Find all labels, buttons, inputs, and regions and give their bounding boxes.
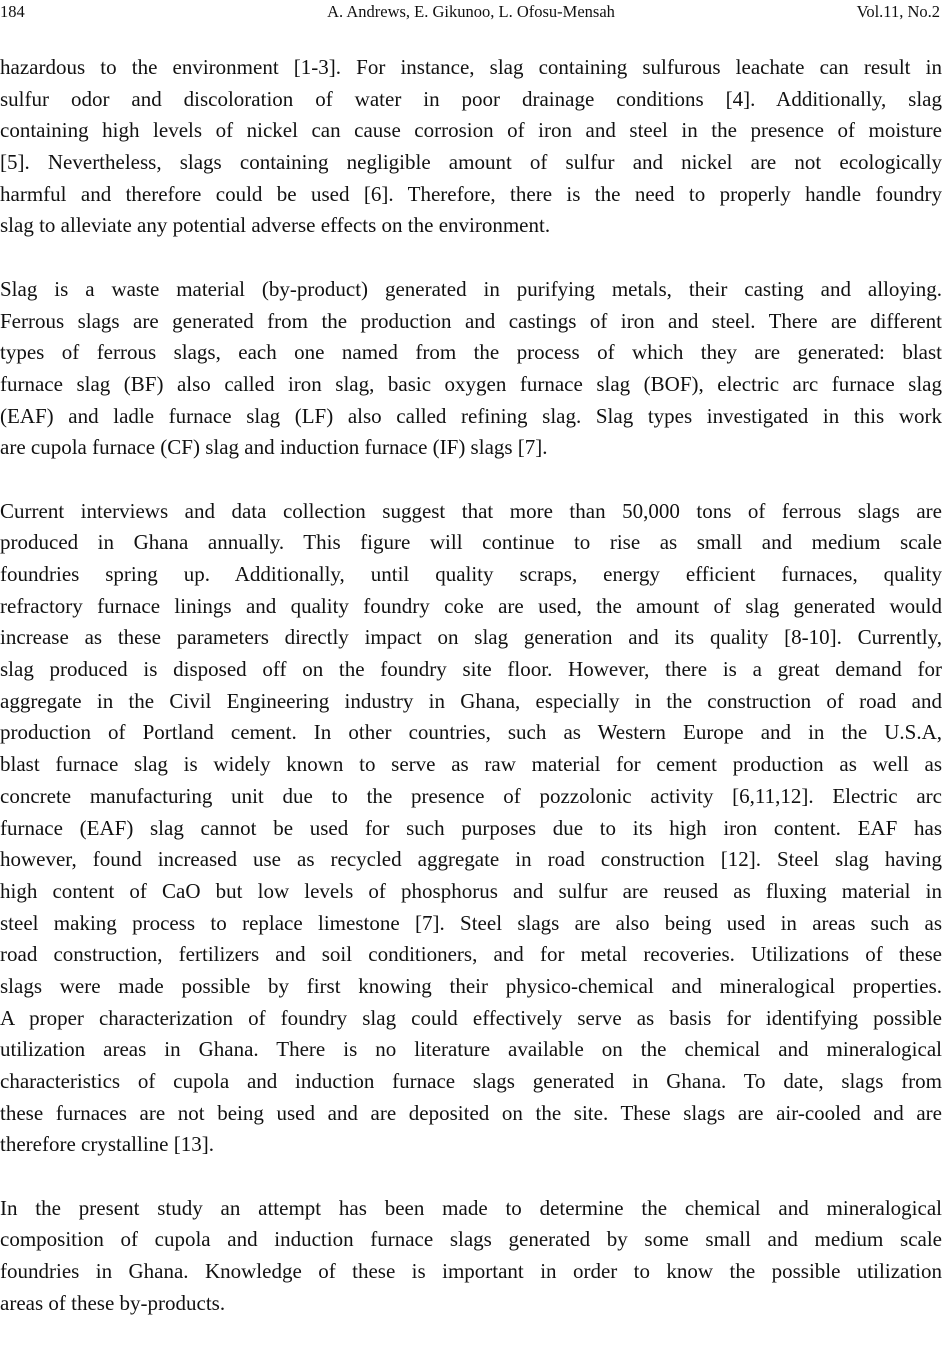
text-line: Current interviews and data collection suggest that more than 50,000 tons of ferrous slags are: [0, 498, 942, 523]
text-line: hazardous to the environment [1-3]. For instance, slag containing sulfurous leachate can result in: [0, 55, 942, 79]
body-text: [0, 52, 942, 1351]
text-line: slag produced is disposed off on the foundry site floor. However, there is a great demand for: [0, 657, 942, 682]
text-line: utilization areas in Ghana. There is no literature available on the chemical and mineralogical: [0, 1037, 942, 1062]
page-number: 184: [0, 2, 25, 21]
header-authors: A. Andrews, E. Gikunoo, L. Ofosu-Mensah: [327, 2, 615, 21]
text-line: steel making process to replace limestone [7]. Steel slags are also being used in areas such as: [0, 910, 942, 935]
running-header: [0, 0, 942, 24]
text-line: blast furnace slag is widely known to serve as raw material for cement production as well as: [0, 752, 942, 777]
text-line: slags were made possible by first knowing their physico-chemical and mineralogical properties.: [0, 973, 942, 998]
text-line: foundries spring up. Additionally, until quality scraps, energy efficient furnaces, quality: [0, 562, 942, 586]
paragraph: [0, 274, 942, 464]
text-line: concrete manufacturing unit due to the presence of pozzolonic activity [6,11,12]. Electric arc: [0, 783, 942, 808]
text-line: composition of cupola and induction furnace slags generated by some small and medium scale: [0, 1227, 942, 1252]
paragraph: [0, 52, 942, 242]
text-line: slag to alleviate any potential adverse effects on the environment.: [0, 213, 551, 238]
text-line: therefore crystalline [13].: [0, 1132, 214, 1157]
text-line: types of ferrous slags, each one named from the process of which they are generated: blast: [0, 340, 942, 365]
paragraph: [0, 496, 942, 1161]
text-line: [5]. Nevertheless, slags containing negligible amount of sulfur and nickel are not ecologically: [0, 150, 942, 175]
text-line: produced in Ghana annually. This figure will continue to rise as small and medium scale: [0, 530, 942, 555]
text-line: containing high levels of nickel can cause corrosion of iron and steel in the presence of moisture: [0, 118, 942, 143]
text-line: characteristics of cupola and induction furnace slags generated in Ghana. To date, slags from: [0, 1069, 942, 1093]
text-line: Slag is a waste material (by-product) generated in purifying metals, their casting and alloying.: [0, 276, 942, 301]
text-line: sulfur odor and discoloration of water in poor drainage conditions [4]. Additionally, slag: [0, 86, 942, 111]
text-line: aggregate in the Civil Engineering industry in Ghana, especially in the construction of road and: [0, 688, 942, 713]
text-line: furnace (EAF) slag cannot be used for such purposes due to its high iron content. EAF has: [0, 815, 942, 840]
text-line: harmful and therefore could be used [6]. Therefore, there is the need to properly handle foundry: [0, 181, 942, 206]
text-line: road construction, fertilizers and soil conditioners, and for metal recoveries. Utilizations of these: [0, 942, 942, 967]
text-line: are cupola furnace (CF) slag and induction furnace (IF) slags [7].: [0, 435, 548, 460]
text-line: In the present study an attempt has been made to determine the chemical and mineralogical: [0, 1195, 942, 1220]
paragraph: [0, 1193, 942, 1320]
text-line: A proper characterization of foundry slag could effectively serve as basis for identifying possible: [0, 1005, 942, 1030]
text-line: production of Portland cement. In other countries, such as Western Europe and in the U.S.A,: [0, 720, 942, 745]
text-line: increase as these parameters directly impact on slag generation and its quality [8-10]. Currently,: [0, 625, 942, 650]
text-line: refractory furnace linings and quality foundry coke are used, the amount of slag generated would: [0, 593, 942, 618]
text-line: Ferrous slags are generated from the production and castings of iron and steel. There are different: [0, 308, 942, 333]
text-line: however, found increased use as recycled aggregate in road construction [12]. Steel slag having: [0, 847, 942, 872]
text-line: areas of these by-products.: [0, 1290, 226, 1315]
text-line: furnace slag (BF) also called iron slag, basic oxygen furnace slag (BOF), electric arc furnace slag: [0, 371, 942, 396]
header-volume: Vol.11, No.2: [856, 2, 940, 21]
text-line: (EAF) and ladle furnace slag (LF) also called refining slag. Slag types investigated in this work: [0, 403, 942, 428]
text-line: these furnaces are not being used and are deposited on the site. These slags are air-cooled and are: [0, 1100, 942, 1125]
text-line: high content of CaO but low levels of phosphorus and sulfur are reused as fluxing material in: [0, 878, 942, 903]
text-line: foundries in Ghana. Knowledge of these is important in order to know the possible utilization: [0, 1259, 942, 1284]
